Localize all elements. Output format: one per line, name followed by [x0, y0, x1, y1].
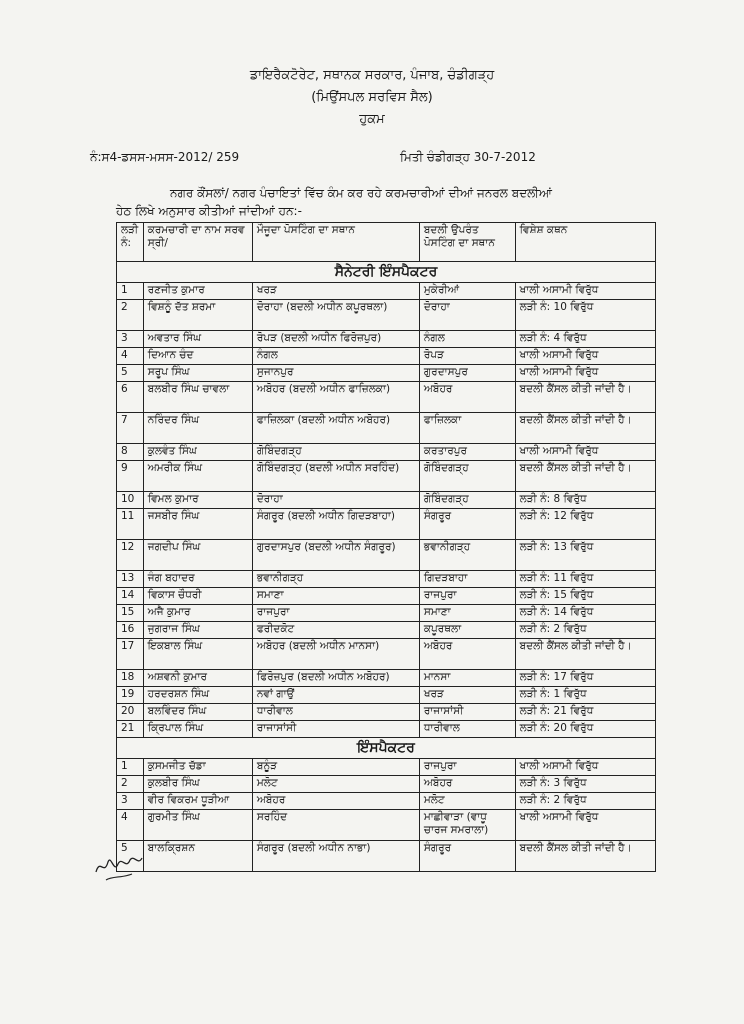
current-posting-cell: ਗੋਬਿੰਦਗੜ੍ਹ: [252, 444, 419, 461]
header-remarks: ਵਿਸ਼ੇਸ਼ ਕਥਨ: [515, 223, 655, 262]
serial-cell: 8: [117, 444, 144, 461]
new-posting-cell: ਅਬੋਹਰ: [419, 639, 515, 670]
remarks-cell: ਲੜੀ ਨੰ: 2 ਵਿਰੁੱਧ: [515, 793, 655, 810]
employee-name-cell: ਜਸਬੀਰ ਸਿੰਘ: [143, 509, 252, 540]
table-row: [117, 810, 656, 841]
remarks-cell: ਲੜੀ ਨੰ: 21 ਵਿਰੁੱਧ: [515, 704, 655, 721]
new-posting-cell: ਗੋਬਿੰਦਗੜ੍ਹ: [419, 492, 515, 509]
remarks-cell: ਬਦਲੀ ਕੈਂਸਲ ਕੀਤੀ ਜਾਂਦੀ ਹੈ।: [515, 639, 655, 670]
remarks-cell: ਬਦਲੀ ਕੈਂਸਲ ਕੀਤੀ ਜਾਂਦੀ ਹੈ।: [515, 382, 655, 413]
employee-name-cell: ਕੁਲਬੀਰ ਸਿੰਘ: [143, 776, 252, 793]
employee-name-cell: ਜੰਗ ਬਹਾਦਰ: [143, 571, 252, 588]
employee-name-cell: ਕ੍ਰਿਪਾਲ ਸਿੰਘ: [143, 721, 252, 738]
serial-cell: 2: [117, 776, 144, 793]
table-header-row: [117, 223, 656, 262]
employee-name-cell: ਜੁਗਰਾਜ ਸਿੰਘ: [143, 622, 252, 639]
current-posting-cell: ਗੁਰਦਾਸਪੁਰ (ਬਦਲੀ ਅਧੀਨ ਸੰਗਰੂਰ): [252, 540, 419, 571]
current-posting-cell: ਸੰਗਰੂਰ (ਬਦਲੀ ਅਧੀਨ ਗਿਦੜਬਾਹਾ): [252, 509, 419, 540]
employee-name-cell: ਅਮਰੀਕ ਸਿੰਘ: [143, 461, 252, 492]
employee-name-cell: ਕੁਸਮਜੀਤ ਚੱਡਾ: [143, 759, 252, 776]
serial-cell: 5: [117, 841, 144, 872]
intro-line-2: ਹੇਠ ਲਿਖੇ ਅਨੁਸਾਰ ਕੀਤੀਆਂ ਜਾਂਦੀਆਂ ਹਨ:-: [116, 204, 302, 218]
intro-line-1: ਨਗਰ ਕੌਂਸਲਾਂ/ ਨਗਰ ਪੰਚਾਇਤਾਂ ਵਿੱਚ ਕੰਮ ਕਰ ਰਹੇ ਕਰਮਚਾਰੀਆਂ ਦੀਆਂ ਜਨਰਲ ਬਦਲੀਆਂ: [170, 186, 552, 200]
remarks-cell: ਲੜੀ ਨੰ: 17 ਵਿਰੁੱਧ: [515, 670, 655, 687]
serial-cell: 3: [117, 331, 144, 348]
employee-name-cell: ਅਜੈ ਕੁਮਾਰ: [143, 605, 252, 622]
serial-cell: 2: [117, 300, 144, 331]
new-posting-cell: ਰਾਜਪੁਰਾ: [419, 759, 515, 776]
remarks-cell: ਲੜੀ ਨੰ: 8 ਵਿਰੁੱਧ: [515, 492, 655, 509]
table-row: [117, 461, 656, 492]
employee-name-cell: ਇਕਬਾਲ ਸਿੰਘ: [143, 639, 252, 670]
new-posting-cell: ਰਾਜਾਸਾਂਸੀ: [419, 704, 515, 721]
table-row: [117, 793, 656, 810]
new-posting-cell: ਨੰਗਲ: [419, 331, 515, 348]
new-posting-cell: ਸੰਗਰੂਰ: [419, 509, 515, 540]
current-posting-cell: ਅਬੋਹਰ (ਬਦਲੀ ਅਧੀਨ ਫਾਜ਼ਿਲਕਾ): [252, 382, 419, 413]
new-posting-cell: ਦੋਰਾਹਾ: [419, 300, 515, 331]
employee-name-cell: ਅਸ਼ਵਨੀ ਕੁਮਾਰ: [143, 670, 252, 687]
remarks-cell: ਖਾਲੀ ਅਸਾਮੀ ਵਿਰੁੱਧ: [515, 444, 655, 461]
serial-cell: 7: [117, 413, 144, 444]
new-posting-cell: ਗੁਰਦਾਸਪੁਰ: [419, 365, 515, 382]
current-posting-cell: ਸੁਜਾਨਪੁਰ: [252, 365, 419, 382]
new-posting-cell: ਮਲੋਟ: [419, 793, 515, 810]
section-heading-sanitary-inspector: [117, 262, 656, 283]
serial-cell: 4: [117, 810, 144, 841]
new-posting-cell: ਰਾਜਪੁਰਾ: [419, 588, 515, 605]
serial-cell: 10: [117, 492, 144, 509]
current-posting-cell: ਅਬੋਹਰ: [252, 793, 419, 810]
section-heading-inspector: [117, 738, 656, 759]
employee-name-cell: ਸਰੂਪ ਸਿੰਘ: [143, 365, 252, 382]
table-row: [117, 300, 656, 331]
table-row: [117, 283, 656, 300]
new-posting-cell: ਭਵਾਨੀਗੜ੍ਹ: [419, 540, 515, 571]
new-posting-cell: ਅਬੋਹਰ: [419, 776, 515, 793]
table-row: [117, 670, 656, 687]
directorate-title: ਡਾਇਰੈਕਟੋਰੇਟ, ਸਥਾਨਕ ਸਰਕਾਰ, ਪੰਜਾਬ, ਚੰਡੀਗੜ੍ਹ: [249, 68, 495, 83]
serial-cell: 3: [117, 793, 144, 810]
serial-cell: 15: [117, 605, 144, 622]
table-row: [117, 622, 656, 639]
header-current-posting: ਮੌਜੂਦਾ ਪੋਸਟਿੰਗ ਦਾ ਸਥਾਨ: [252, 223, 419, 262]
table-row: [117, 776, 656, 793]
new-posting-cell: ਅਬੋਹਰ: [419, 382, 515, 413]
reference-number: ਨੰ:ਸ4-ਡਸਸ-ਮਸਸ-2012/ 259: [90, 150, 240, 164]
current-posting-cell: ਮਲੋਟ: [252, 776, 419, 793]
remarks-cell: ਬਦਲੀ ਕੈਂਸਲ ਕੀਤੀ ਜਾਂਦੀ ਹੈ।: [515, 413, 655, 444]
current-posting-cell: ਫਰੀਦਕੋਟ: [252, 622, 419, 639]
employee-name-cell: ਬਾਲਕ੍ਰਿਸ਼ਨ: [143, 841, 252, 872]
header-new-posting: ਬਦਲੀ ਉਪਰੰਤ ਪੋਸਟਿੰਗ ਦਾ ਸਥਾਨ: [419, 223, 515, 262]
new-posting-cell: ਖਰੜ: [419, 687, 515, 704]
serial-cell: 11: [117, 509, 144, 540]
cell-subtitle: (ਮਿਉਂਸਪਲ ਸਰਵਿਸ ਸੈਲ): [311, 90, 433, 105]
serial-cell: 1: [117, 283, 144, 300]
remarks-cell: ਲੜੀ ਨੰ: 3 ਵਿਰੁੱਧ: [515, 776, 655, 793]
remarks-cell: ਖਾਲੀ ਅਸਾਮੀ ਵਿਰੁੱਧ: [515, 810, 655, 841]
current-posting-cell: ਨਵਾਂ ਗਾਉਂ: [252, 687, 419, 704]
current-posting-cell: ਨੰਗਲ: [252, 348, 419, 365]
employee-name-cell: ਵਿਮਲ ਕੁਮਾਰ: [143, 492, 252, 509]
current-posting-cell: ਫਾਜ਼ਿਲਕਾ (ਬਦਲੀ ਅਧੀਨ ਅਬੋਹਰ): [252, 413, 419, 444]
header-employee-name: ਕਰਮਚਾਰੀ ਦਾ ਨਾਮ ਸਰਵ ਸ੍ਰੀ/: [143, 223, 252, 262]
table-row: [117, 571, 656, 588]
new-posting-cell: ਗੋਬਿੰਦਗੜ੍ਹ: [419, 461, 515, 492]
order-heading: ਹੁਕਮ: [359, 112, 385, 127]
employee-name-cell: ਨਰਿੰਦਰ ਸਿੰਘ: [143, 413, 252, 444]
serial-cell: 16: [117, 622, 144, 639]
table-row: [117, 444, 656, 461]
table-row: [117, 687, 656, 704]
current-posting-cell: ਰਾਜਾਸਾਂਸੀ: [252, 721, 419, 738]
serial-cell: 4: [117, 348, 144, 365]
table-row: [117, 348, 656, 365]
remarks-cell: ਖਾਲੀ ਅਸਾਮੀ ਵਿਰੁੱਧ: [515, 759, 655, 776]
remarks-cell: ਲੜੀ ਨੰ: 2 ਵਿਰੁੱਧ: [515, 622, 655, 639]
table-row: [117, 382, 656, 413]
employee-name-cell: ਕੁਲਵੰਤ ਸਿੰਘ: [143, 444, 252, 461]
employee-name-cell: ਬਲਬੀਰ ਸਿੰਘ ਚਾਵਲਾ: [143, 382, 252, 413]
new-posting-cell: ਕਰਤਾਰਪੁਰ: [419, 444, 515, 461]
serial-cell: 9: [117, 461, 144, 492]
new-posting-cell: ਮਾਛੀਵਾੜਾ (ਵਾਧੂ ਚਾਰਜ ਸਮਰਾਲਾ): [419, 810, 515, 841]
serial-cell: 5: [117, 365, 144, 382]
table-row: [117, 605, 656, 622]
current-posting-cell: ਬਨੂੰੜ: [252, 759, 419, 776]
table-row: [117, 492, 656, 509]
serial-cell: 14: [117, 588, 144, 605]
remarks-cell: ਬਦਲੀ ਕੈਂਸਲ ਕੀਤੀ ਜਾਂਦੀ ਹੈ।: [515, 461, 655, 492]
table-row: [117, 704, 656, 721]
remarks-cell: ਲੜੀ ਨੰ: 4 ਵਿਰੁੱਧ: [515, 331, 655, 348]
current-posting-cell: ਖਰੜ: [252, 283, 419, 300]
serial-cell: 21: [117, 721, 144, 738]
current-posting-cell: ਸਰਹਿੰਦ: [252, 810, 419, 841]
remarks-cell: ਲੜੀ ਨੰ: 12 ਵਿਰੁੱਧ: [515, 509, 655, 540]
serial-cell: 13: [117, 571, 144, 588]
section-title: ਸੈਨੇਟਰੀ ਇੰਸਪੈਕਟਰ: [117, 262, 656, 283]
remarks-cell: ਖਾਲੀ ਅਸਾਮੀ ਵਿਰੁੱਧ: [515, 283, 655, 300]
serial-cell: 19: [117, 687, 144, 704]
current-posting-cell: ਗੋਬਿੰਦਗੜ੍ਹ (ਬਦਲੀ ਅਧੀਨ ਸਰਹਿੰਦ): [252, 461, 419, 492]
current-posting-cell: ਦੋਰਾਹਾ (ਬਦਲੀ ਅਧੀਨ ਕਪੂਰਥਲਾ): [252, 300, 419, 331]
remarks-cell: ਲੜੀ ਨੰ: 1 ਵਿਰੁੱਧ: [515, 687, 655, 704]
employee-name-cell: ਵਿਸ਼ਨੂੰ ਦੱਤ ਸ਼ਰਮਾ: [143, 300, 252, 331]
employee-name-cell: ਜਗਦੀਪ ਸਿੰਘ: [143, 540, 252, 571]
current-posting-cell: ਰੋਪੜ (ਬਦਲੀ ਅਧੀਨ ਫਿਰੋਜ਼ਪੁਰ): [252, 331, 419, 348]
new-posting-cell: ਮਾਨਸਾ: [419, 670, 515, 687]
table-row: [117, 413, 656, 444]
remarks-cell: ਲੜੀ ਨੰ: 20 ਵਿਰੁੱਧ: [515, 721, 655, 738]
remarks-cell: ਲੜੀ ਨੰ: 10 ਵਿਰੁੱਧ: [515, 300, 655, 331]
remarks-cell: ਲੜੀ ਨੰ: 15 ਵਿਰੁੱਧ: [515, 588, 655, 605]
new-posting-cell: ਗਿਦੜਬਾਹਾ: [419, 571, 515, 588]
table-row: [117, 588, 656, 605]
employee-name-cell: ਗੁਰਮੀਤ ਸਿੰਘ: [143, 810, 252, 841]
serial-cell: 6: [117, 382, 144, 413]
table-row: [117, 540, 656, 571]
current-posting-cell: ਅਬੋਹਰ (ਬਦਲੀ ਅਧੀਨ ਮਾਨਸਾ): [252, 639, 419, 670]
new-posting-cell: ਫਾਜ਼ਿਲਕਾ: [419, 413, 515, 444]
employee-name-cell: ਵਿਕਾਸ ਚੌਧਰੀ: [143, 588, 252, 605]
employee-name-cell: ਰਣਜੀਤ ਕੁਮਾਰ: [143, 283, 252, 300]
remarks-cell: ਲੜੀ ਨੰ: 13 ਵਿਰੁੱਧ: [515, 540, 655, 571]
remarks-cell: ਲੜੀ ਨੰ: 14 ਵਿਰੁੱਧ: [515, 605, 655, 622]
transfer-table: [116, 222, 656, 872]
remarks-cell: ਬਦਲੀ ਕੈਂਸਲ ਕੀਤੀ ਜਾਂਦੀ ਹੈ।: [515, 841, 655, 872]
current-posting-cell: ਧਾਰੀਵਾਲ: [252, 704, 419, 721]
current-posting-cell: ਦੋਰਾਹਾ: [252, 492, 419, 509]
remarks-cell: ਖਾਲੀ ਅਸਾਮੀ ਵਿਰੁੱਧ: [515, 348, 655, 365]
remarks-cell: ਲੜੀ ਨੰ: 11 ਵਿਰੁੱਧ: [515, 571, 655, 588]
table-row: [117, 365, 656, 382]
table-row: [117, 509, 656, 540]
current-posting-cell: ਸੰਗਰੂਰ (ਬਦਲੀ ਅਧੀਨ ਨਾਭਾ): [252, 841, 419, 872]
serial-cell: 12: [117, 540, 144, 571]
current-posting-cell: ਭਵਾਨੀਗੜ੍ਹ: [252, 571, 419, 588]
table-row: [117, 331, 656, 348]
employee-name-cell: ਹਰਦਰਸ਼ਨ ਸਿੰਘ: [143, 687, 252, 704]
section-title: ਇੰਸਪੈਕਟਰ: [117, 738, 656, 759]
current-posting-cell: ਫਿਰੋਜ਼ਪੁਰ (ਬਦਲੀ ਅਧੀਨ ਅਬੋਹਰ): [252, 670, 419, 687]
serial-cell: 18: [117, 670, 144, 687]
employee-name-cell: ਬਲਵਿੰਦਰ ਸਿੰਘ: [143, 704, 252, 721]
serial-cell: 17: [117, 639, 144, 670]
employee-name-cell: ਦਿਆਨ ਚੰਦ: [143, 348, 252, 365]
new-posting-cell: ਮੁਕੇਰੀਆਂ: [419, 283, 515, 300]
order-date: ਮਿਤੀ ਚੰਡੀਗੜ੍ਹ 30-7-2012: [400, 150, 536, 164]
header-serial: ਲੜੀ ਨੰ:: [117, 223, 144, 262]
new-posting-cell: ਕਪੂਰਥਲਾ: [419, 622, 515, 639]
current-posting-cell: ਰਾਜਪੁਰਾ: [252, 605, 419, 622]
new-posting-cell: ਧਾਰੀਵਾਲ: [419, 721, 515, 738]
new-posting-cell: ਸਮਾਣਾ: [419, 605, 515, 622]
new-posting-cell: ਰੋਪੜ: [419, 348, 515, 365]
new-posting-cell: ਸੰਗਰੂਰ: [419, 841, 515, 872]
remarks-cell: ਖਾਲੀ ਅਸਾਮੀ ਵਿਰੁੱਧ: [515, 365, 655, 382]
employee-name-cell: ਅਵਤਾਰ ਸਿੰਘ: [143, 331, 252, 348]
table-row: [117, 841, 656, 872]
current-posting-cell: ਸਮਾਣਾ: [252, 588, 419, 605]
table-row: [117, 759, 656, 776]
employee-name-cell: ਵੀਰ ਵਿਕਰਮ ਧੂੜੀਆ: [143, 793, 252, 810]
table-row: [117, 721, 656, 738]
serial-cell: 20: [117, 704, 144, 721]
handwritten-signature: [92, 846, 144, 886]
serial-cell: 1: [117, 759, 144, 776]
table-row: [117, 639, 656, 670]
